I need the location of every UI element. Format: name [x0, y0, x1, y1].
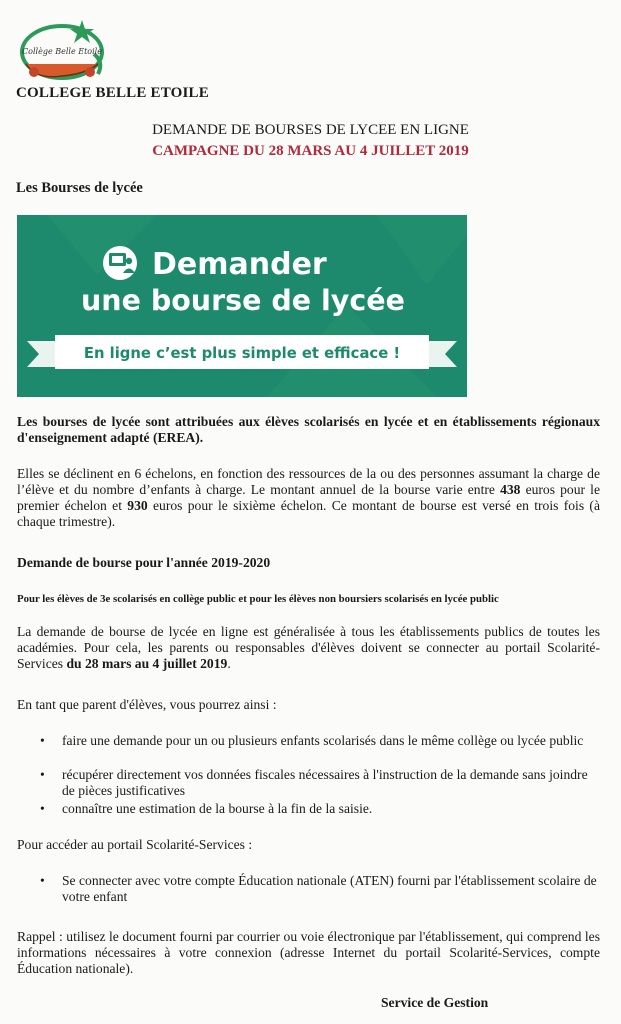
page-title: DEMANDE DE BOURSES DE LYCEE EN LIGNE — [152, 122, 469, 138]
section-title: Les Bourses de lycée — [16, 180, 143, 196]
list-item: • connaître une estimation de la bourse à la fin de la saisie. — [40, 801, 373, 816]
bullet-icon: • — [40, 801, 45, 816]
echelons-paragraph — [17, 466, 600, 530]
echelons-text2: euros pour le premier échelon et — [17, 482, 600, 513]
list-item: • Se connecter avec votre compte Éducation nationale (ATEN) fourni par l'établissement scolaire de votre enfant — [40, 873, 597, 904]
bullet-icon: • — [40, 767, 45, 782]
reminder-paragraph: Rappel : utilisez le document fourni par courrier ou voie électronique par l'établissement, qui comprend les informations nécessaires à votre connexion (adresse Internet du portail Scolarité-Services, compte Éducation nationale). — [17, 929, 600, 976]
logo-text: Collège Belle Etoile — [22, 47, 102, 56]
intro-paragraph: Les bourses de lycée sont attribuées aux élèves scolarisés en lycée et en établissements régionaux d'enseignement adapté (EREA). — [17, 414, 600, 445]
school-logo — [16, 14, 108, 84]
scholarship-banner[interactable] — [17, 215, 467, 397]
echelons-text1: Elles se déclinent en 6 échelons, en fonction des ressources de la ou des personnes assumant la charge de l’élève et du nombre d’enfants à charge. Le montant annuel de la bourse varie entre — [17, 466, 600, 497]
signature: Service de Gestion — [381, 995, 489, 1010]
bullet-icon: • — [40, 873, 45, 888]
banner-line2: une bourse de lycée — [81, 284, 405, 317]
bullet-icon: • — [40, 733, 45, 748]
computer-user-icon — [103, 246, 137, 280]
banner-line1: Demander — [152, 247, 327, 282]
parent-intro: En tant que parent d'élèves, vous pourrez ainsi : — [17, 697, 277, 712]
list-item: • faire une demande pour un ou plusieurs enfants scolarisés dans le même collège ou lycée public — [40, 733, 584, 748]
generalized-paragraph: La demande de bourse de lycée en ligne est généralisée à tous les établissements publics de toutes les académies. Pour cela, les parents ou responsables d'élèves doivent se connecter au portail Scolarité-Services du 28 mars au 4 juillet 2019. — [17, 624, 600, 671]
list-item: • récupérer directement vos données fiscales nécessaires à l'instruction de la demande sans joindre de pièces justificatives — [40, 767, 588, 798]
banner-ribbon-text: En ligne c’est plus simple et efficace ! — [83, 345, 401, 362]
request-title: Demande de bourse pour l'année 2019-2020 — [17, 555, 271, 570]
campaign-dates: CAMPAGNE DU 28 MARS AU 4 JUILLET 2019 — [152, 143, 469, 159]
target-note: Pour les élèves de 3e scolarisés en collège public et pour les élèves non boursiers scolarisés en lycée public — [17, 593, 499, 605]
echelons-text3: euros pour le sixième échelon. Ce montant de bourse est versé en trois fois (à chaque trimestre). — [17, 498, 600, 529]
campaign-dates-inline: du 28 mars au 4 juillet 2019 — [66, 656, 228, 671]
school-name: COLLEGE BELLE ETOILE — [16, 85, 209, 101]
echelon-min-amount: 438 — [500, 482, 521, 497]
echelon-max-amount: 930 — [127, 498, 148, 513]
access-intro: Pour accéder au portail Scolarité-Services : — [17, 837, 253, 852]
